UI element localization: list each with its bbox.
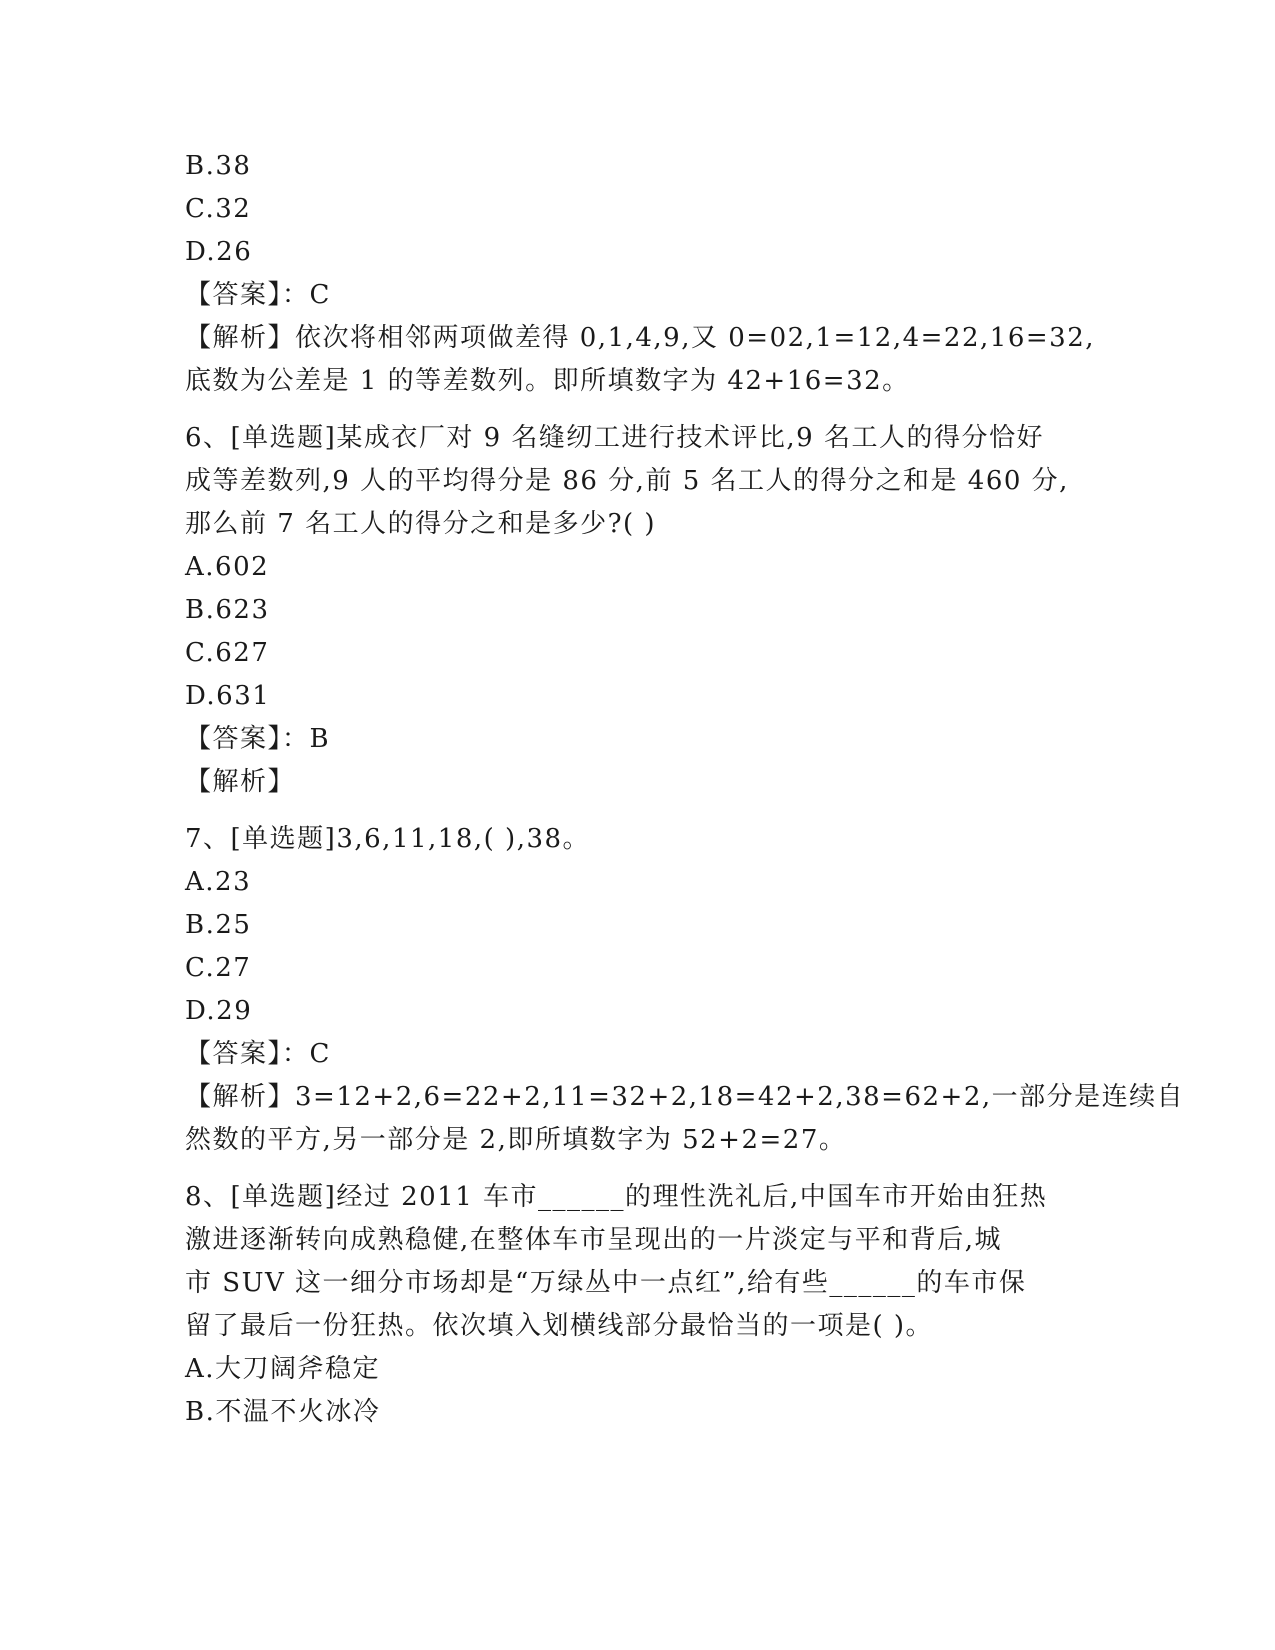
answer: 【答案】：B: [185, 724, 331, 754]
question-stem-line: 留了最后一份狂热。依次填入划横线部分最恰当的一项是( )。: [185, 1311, 934, 1341]
option-d: D.631: [185, 681, 271, 711]
question-stem-line: 成等差数列,9 人的平均得分是 86 分,前 5 名工人的得分之和是 460 分,: [185, 466, 1069, 496]
analysis: 【解析】: [185, 767, 296, 797]
analysis-line: 底数为公差是 1 的等差数列。即所填数字为 42+16=32。: [185, 366, 910, 396]
document-body: [185, 145, 1185, 1434]
question-6: [185, 417, 1085, 804]
answer: 【答案】：C: [185, 280, 331, 310]
option-b: B.不温不火冰冷: [185, 1397, 381, 1427]
question-5-tail: [185, 145, 1096, 403]
question-stem-line: 市 SUV 这一细分市场却是“万绿丛中一点红”,给有些______的车市保: [185, 1268, 1027, 1298]
answer: 【答案】：C: [185, 1039, 331, 1069]
analysis-line: 然数的平方,另一部分是 2,即所填数字为 52+2=27。: [185, 1125, 847, 1155]
analysis-line: 【解析】依次将相邻两项做差得 0,1,4,9,又 0=02,1=12,4=22,16=32,: [185, 323, 1096, 353]
question-stem-line: 那么前 7 名工人的得分之和是多少?( ): [185, 509, 657, 539]
analysis-line: 【解析】3=12+2,6=22+2,11=32+2,18=42+2,38=62+2,一部分是连续自: [185, 1082, 1185, 1112]
question-7: [185, 818, 1185, 1162]
option-a: A.23: [185, 867, 252, 897]
option-c: C.627: [185, 638, 270, 668]
question-8: [185, 1176, 1085, 1434]
option-a: A.大刀阔斧稳定: [185, 1354, 381, 1384]
question-stem-line: 8、[单选题]经过 2011 车市______的理性洗礼后,中国车市开始由狂热: [185, 1182, 1048, 1212]
question-stem: 7、[单选题]3,6,11,18,( ),38。: [185, 824, 591, 854]
option-d: D.29: [185, 996, 253, 1026]
question-stem-line: 激进逐渐转向成熟稳健,在整体车市呈现出的一片淡定与平和背后,城: [185, 1225, 1003, 1255]
question-stem-line: 6、[单选题]某成衣厂对 9 名缝纫工进行技术评比,9 名工人的得分恰好: [185, 423, 1044, 453]
option-c: C.32: [185, 194, 252, 224]
option-d: D.26: [185, 237, 253, 267]
option-a: A.602: [185, 552, 270, 582]
option-b: B.623: [185, 595, 270, 625]
option-c: C.27: [185, 953, 252, 983]
option-b: B.25: [185, 910, 252, 940]
option-b: B.38: [185, 151, 252, 181]
